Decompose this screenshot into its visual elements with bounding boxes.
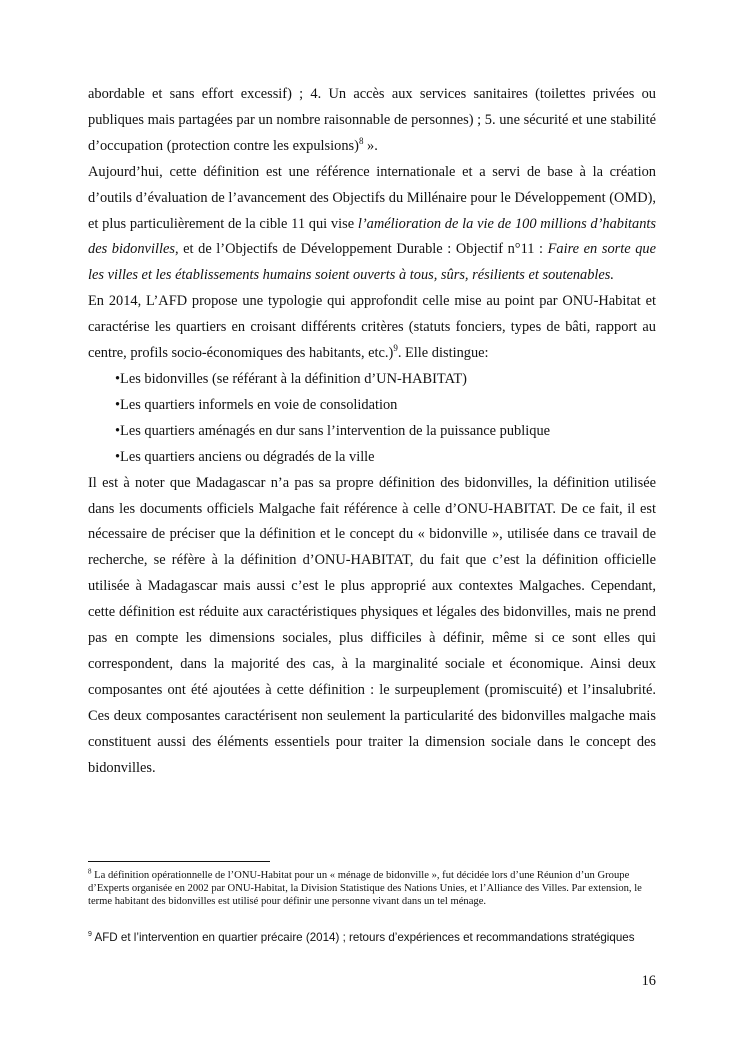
footnote-separator xyxy=(88,861,270,862)
document-body xyxy=(88,82,656,781)
paragraph-access-criteria: abordable et sans effort excessif) ; 4. Un accès aux services sanitaires (toilettes privées ou publiques mais partagées par un nombre raisonnable de personnes) ; 5. une sécurité et une stabilité d’occupation (protection contre les expulsions)$^8$ ». xyxy=(88,86,656,154)
paragraph-international-reference: Aujourd’hui, cette définition est une référence internationale et a servi de base à la création d’outils d’évaluation de l’avancement des Objectifs du Millénaire pour le Développement (OMD), et plus particulièrement de la cible 11 qui vise l’amélioration de la vie de 100 millions d’habitants des bidonvilles, et de l’Objectifs de Développement Durable : Objectif n°11 : Faire en sorte que les villes et les établissements humains soient ouverts à tous, sûrs, résilients et soutenables. xyxy=(88,163,656,284)
paragraph-afd-typology: En 2014, L’AFD propose une typologie qui approfondit celle mise au point par ONU-Habitat et caractérise les quartiers en croisant différents critères (statuts fonciers, types de bâti, rapport au centre, profils socio-économiques des habitants, etc.)$^9$. Elle distingue: xyxy=(88,293,656,362)
footnote-ref-9[interactable]: 9 xyxy=(393,343,398,354)
paragraph-madagascar-definition: Il est à noter que Madagascar n’a pas sa propre définition des bidonvilles, la définition utilisée dans les documents officiels Malgache fait référence à celle d’ONU-HABITAT. De ce fait, il est nécessaire de préciser que la définition et le concept du « bidonville », utilisée dans ce travail de recherche, se réfère à la définition d’ONU-HABITAT, du fait que c’est la définition officielle utilisée à Madagascar mais aussi c’est le plus approprié aux contextes Malgaches. Cependant, cette définition est réduite aux caractéristiques physiques et légales des bidonvilles, mais ne prend pas en compte les dimensions sociales, plus difficiles à définir, même si ce sont elles qui correspondent, dans la majorité des cas, à la marginalité sociale et économique. Ainsi deux composantes ont été ajoutées à cette définition : le surpeuplement (promiscuité) et l’insalubrité. Ces deux composantes caractérisent non seulement la particularité des bidonvilles malgache mais constituent aussi des éléments essentiels pour traiter la dimension sociale dans le concept des bidonvilles. xyxy=(88,474,656,776)
quote-omd-target: l’amélioration de la vie de 100 millions d’habitants des bidonvilles xyxy=(88,215,656,258)
quote-odd-goal: Faire en sorte que les villes et les établissements humains soient ouverts à tous, sûrs, résilients et soutenables. xyxy=(88,241,656,284)
list-item: •Les bidonvilles (se référant à la définition d’UN-HABITAT) xyxy=(115,370,467,387)
footnote-9: $^9$ AFD et l’intervention en quartier précaire (2014) ; retours d’expériences et recommandations stratégiques xyxy=(88,931,635,944)
footnote-8: $^8$ La définition opérationnelle de l’ONU-Habitat pour un « ménage de bidonville », fut décidée lors d’une Réunion d’un Groupe d’Experts organisée en 2002 par ONU-Habitat, la Division Statistique des Nations Unies, et l’Alliance des Villes. Par extension, le terme habitant des bidonvilles est utilisé pour définir une personne vivant dans un tel ménage. xyxy=(88,867,642,908)
page-number: 16 xyxy=(641,973,656,989)
list-item: •Les quartiers informels en voie de consolidation xyxy=(115,396,398,413)
list-item: •Les quartiers anciens ou dégradés de la ville xyxy=(115,448,375,465)
typology-list xyxy=(88,367,656,471)
footnote-ref-8[interactable]: 8 xyxy=(358,136,364,147)
list-item: •Les quartiers aménagés en dur sans l’intervention de la puissance publique xyxy=(115,422,551,439)
